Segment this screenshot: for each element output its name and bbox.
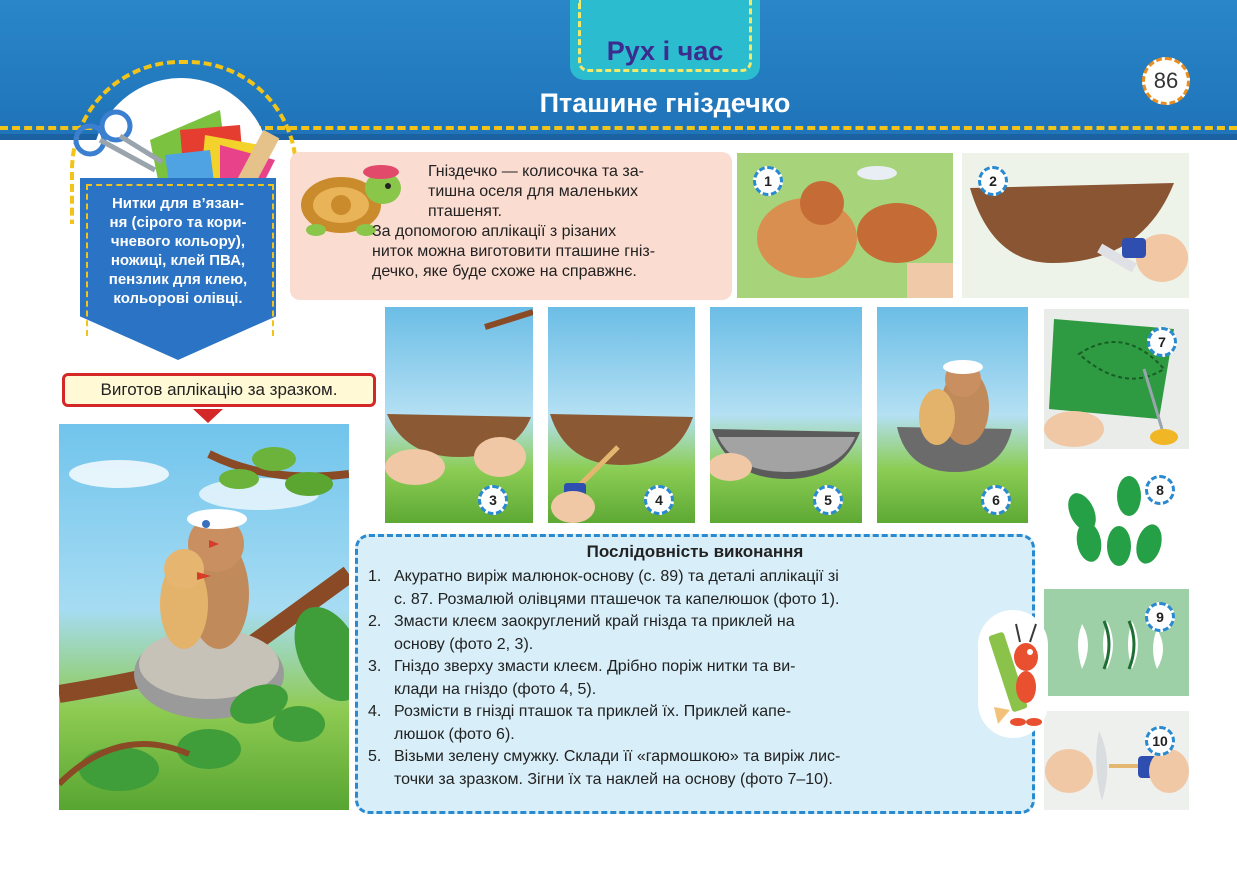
step-line: с. 87. Розмалюй олівцями пташечок та капелюшок (фото 1). — [394, 590, 840, 608]
intro-line: дечко, яке буде схоже на справжнє. — [372, 263, 637, 280]
step-line: Візьми зелену смужку. Склади її «гармошкою» та виріж лис- — [394, 748, 841, 765]
step-photo-5 — [710, 307, 862, 523]
step-line: Розмісти в гнізді пташок та приклей їх. Приклей капе- — [394, 703, 792, 720]
intro-text — [372, 162, 728, 282]
intro-line: За допомогою аплікації з різаних — [372, 223, 617, 240]
step-photo-8 — [1044, 464, 1189, 573]
steps-list — [368, 566, 1018, 791]
step-item — [368, 611, 1018, 656]
materials-line: ножиці, клей ПВА, — [110, 252, 246, 269]
materials-line: Нитки для в’язан- — [111, 195, 245, 212]
step-line: клади на гніздо (фото 4, 5). — [394, 680, 597, 698]
intro-line: пташенят. — [428, 203, 502, 220]
photo-number-badge: 9 — [1145, 602, 1175, 632]
topic-label: Рух і час — [606, 36, 724, 66]
step-item — [368, 656, 1018, 701]
materials-line: пензлик для клею, — [108, 271, 248, 288]
step-item — [368, 701, 1018, 746]
step-item — [368, 746, 1018, 791]
materials-list — [90, 194, 266, 308]
photo-number-badge: 3 — [478, 485, 508, 515]
materials-line: ня (сірого та кори- — [109, 214, 247, 231]
step-line: Акуратно виріж малюнок-основу (с. 89) та деталі аплікації зі — [394, 568, 839, 585]
step-number: 5. — [368, 748, 382, 765]
step-number: 1. — [368, 568, 382, 585]
photo-number-badge: 4 — [644, 485, 674, 515]
step-photo-1 — [737, 153, 953, 298]
photo-number-badge: 10 — [1145, 726, 1175, 756]
photo-number-badge: 8 — [1145, 475, 1175, 505]
nest-birds-illustration — [59, 424, 349, 810]
intro-line: Гніздечко — колисочка та за- — [428, 163, 644, 180]
photo-number-badge: 5 — [813, 485, 843, 515]
nest-glued-icon — [385, 307, 533, 523]
step-photo-9 — [1044, 589, 1189, 696]
step-line: Гніздо зверху змасти клеєм. Дрібно поріж нитки та ви- — [394, 658, 796, 675]
step-photo-3 — [385, 307, 533, 523]
step-line: люшок (фото 6). — [394, 725, 515, 743]
topic-tab — [570, 0, 760, 80]
step-photo-10 — [1044, 711, 1189, 810]
step-number: 3. — [368, 658, 382, 675]
photo-number-badge: 2 — [978, 166, 1008, 196]
step-number: 2. — [368, 613, 382, 630]
step-photo-4 — [548, 307, 695, 523]
intro-line: ниток можна виготовити пташине гніз- — [372, 243, 656, 260]
brush-glue-nest-icon — [548, 307, 695, 523]
pencil-mascot-icon — [980, 612, 1046, 732]
photo-number-badge: 1 — [753, 166, 783, 196]
materials-line: чневого кольору), — [110, 233, 246, 250]
intro-line: тишна оселя для маленьких — [428, 183, 639, 200]
step-line: Змасти клеєм заокруглений край гнізда та приклей на — [394, 613, 795, 630]
step-line: точки за зразком. Зігни їх та наклей на основу (фото 7–10). — [394, 770, 833, 788]
step-photo-6 — [877, 307, 1028, 523]
step-line: основу (фото 2, 3). — [394, 635, 534, 653]
step-item — [368, 566, 1018, 611]
photo-number-badge: 7 — [1147, 327, 1177, 357]
steps-title: Послідовність виконання — [586, 542, 804, 561]
callout-arrow-icon — [193, 409, 223, 423]
glue-leaf-icon — [1044, 711, 1189, 810]
page-number: 86 — [1142, 57, 1190, 105]
photo-number-badge: 6 — [981, 485, 1011, 515]
page-title: Пташине гніздечко — [539, 88, 791, 118]
sample-applique-photo — [59, 424, 349, 810]
step-photo-2 — [962, 153, 1189, 298]
materials-line: кольорові олівці. — [113, 290, 243, 307]
instruction-callout: Виготов аплікацію за зразком. — [62, 373, 376, 407]
step-photo-7 — [1044, 309, 1189, 449]
step-number: 4. — [368, 703, 382, 720]
